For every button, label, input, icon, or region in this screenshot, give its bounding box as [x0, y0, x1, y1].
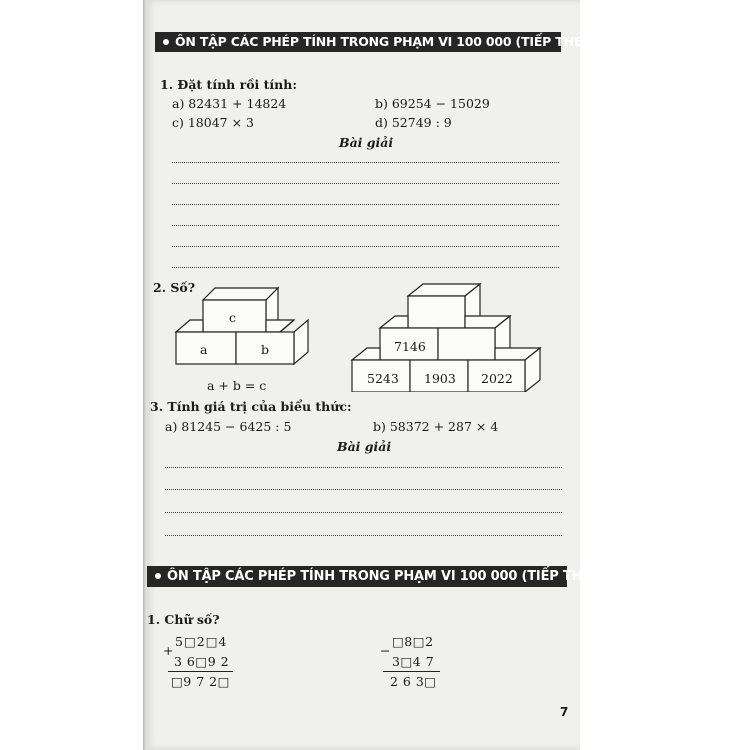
- section-banner-1-text: ÔN TẬP CÁC PHÉP TÍNH TRONG PHẠM VI 100 000 (TIẾP THEO): [175, 34, 599, 49]
- ex1-title: 1. Đặt tính rồi tính:: [160, 77, 297, 92]
- subtraction-rule-line: [383, 671, 440, 672]
- addition-operator: +: [163, 643, 174, 658]
- ex1-item-b: b) 69254 − 15029: [375, 96, 490, 111]
- ex3-item-b: b) 58372 + 287 × 4: [373, 419, 499, 434]
- ex1-solution-label: Bài giải: [339, 135, 394, 150]
- answer-line: [165, 467, 562, 468]
- section-banner-2-text: ÔN TẬP CÁC PHÉP TÍNH TRONG PHẠM VI 100 000 (TIẾP THEO): [167, 569, 608, 584]
- section-banner-1: [155, 32, 599, 52]
- answer-line: [165, 489, 562, 490]
- ex3-solution-label: Bài giải: [337, 439, 392, 454]
- answer-line: [165, 512, 562, 513]
- addition-row-1: [175, 634, 227, 649]
- small-pyramid-right: b: [261, 342, 270, 357]
- small-pyramid-diagram: [170, 280, 320, 370]
- big-pyramid-middle-left: 7146: [394, 339, 426, 354]
- bullet-icon: [155, 573, 161, 579]
- ex1-item-a: a) 82431 + 14824: [172, 96, 287, 111]
- digit: 4: [218, 634, 228, 649]
- big-pyramid-bottom-1: 5243: [367, 371, 399, 386]
- subtraction-row-2: 3□4 7: [392, 654, 435, 669]
- answer-line: [172, 225, 559, 226]
- scan-background-left: [0, 0, 143, 750]
- digit: 5: [175, 634, 184, 649]
- answer-line: [172, 183, 559, 184]
- ex1-item-c: c) 18047 × 3: [172, 115, 254, 130]
- ex2-title: 2. Số?: [153, 280, 196, 295]
- answer-line: [172, 246, 559, 247]
- s2-ex1-title: 1. Chữ số?: [147, 612, 220, 627]
- subtraction-row-1: □8□2: [392, 634, 434, 649]
- answer-line: [172, 204, 559, 205]
- ex1-item-d: d) 52749 : 9: [375, 115, 452, 130]
- answer-line: [165, 535, 562, 536]
- page-number: 7: [560, 705, 569, 719]
- addition-rule-line: [168, 671, 233, 672]
- digit-blank[interactable]: □: [183, 634, 197, 649]
- subtraction-result: 2 6 3□: [390, 674, 437, 689]
- addition-row-2: 3 6□9 2: [174, 654, 230, 669]
- addition-result: □9 7 2□: [171, 674, 230, 689]
- ex3-title: 3. Tính giá trị của biểu thức:: [150, 399, 352, 414]
- bullet-icon: [163, 39, 169, 45]
- big-pyramid-bottom-2: 1903: [424, 371, 456, 386]
- digit: 2: [196, 634, 206, 649]
- small-pyramid-left: a: [200, 342, 208, 357]
- ex3-item-a: a) 81245 − 6425 : 5: [165, 419, 292, 434]
- page-spine-shadow: [143, 0, 147, 750]
- digit-blank[interactable]: □: [205, 634, 219, 649]
- big-pyramid-bottom-3: 2022: [481, 371, 513, 386]
- scan-background-right: [580, 0, 750, 750]
- answer-line: [172, 267, 559, 268]
- small-pyramid-top: c: [229, 310, 237, 325]
- answer-line: [172, 162, 559, 163]
- section-banner-2: [147, 566, 608, 587]
- pyramid-rule: a + b = c: [207, 378, 267, 393]
- subtraction-operator: −: [380, 643, 391, 658]
